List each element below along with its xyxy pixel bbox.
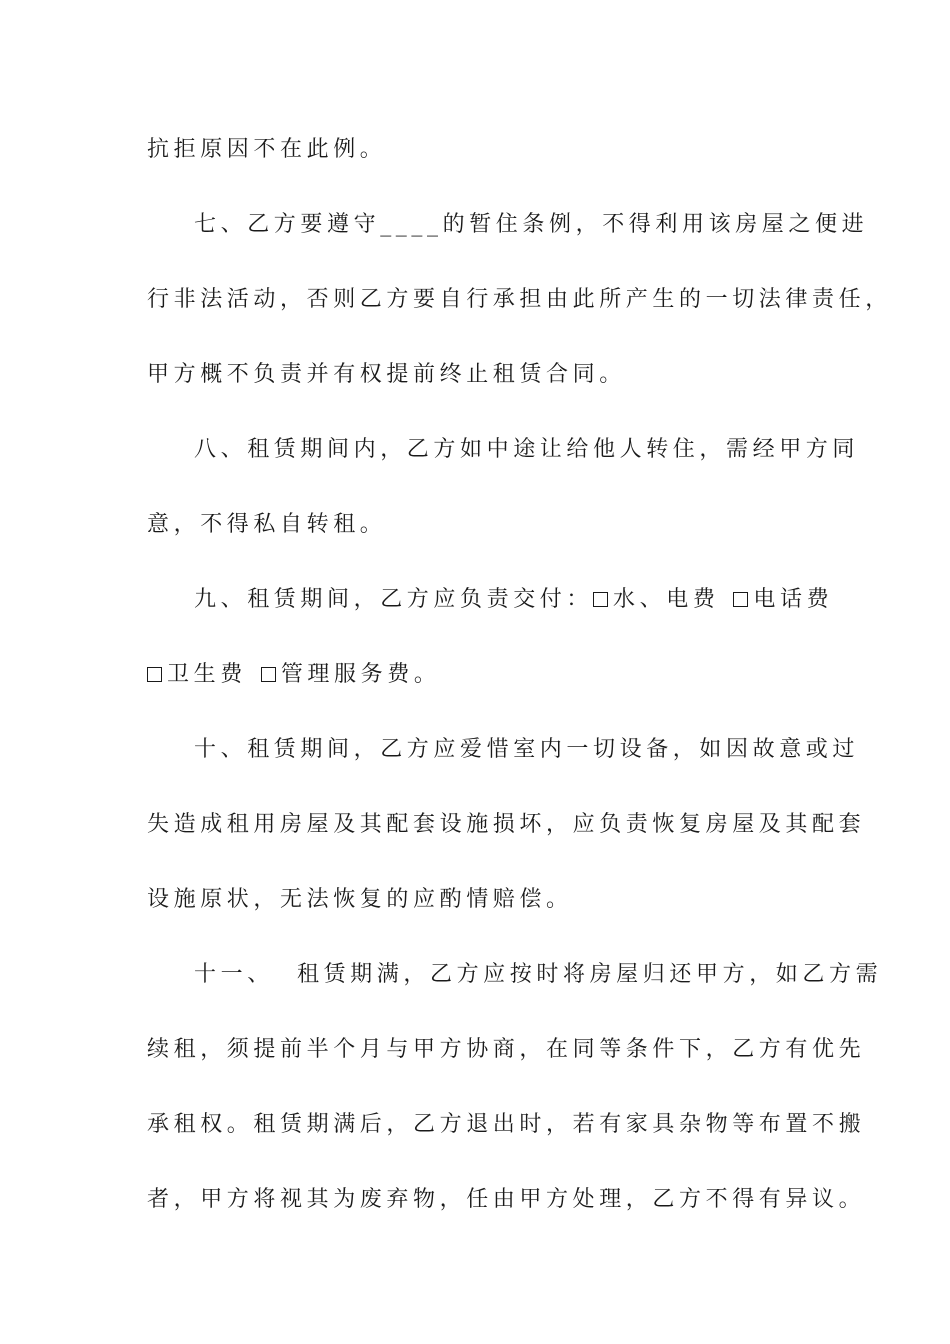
text-line: 十一、 租赁期满，乙方应按时将房屋归还甲方，如乙方需 xyxy=(194,962,883,987)
fee-option-label: 电话费 xyxy=(753,587,834,612)
checkbox-water-electric[interactable] xyxy=(593,592,608,607)
text-line: 设施原状，无法恢复的应酌情赔偿。 xyxy=(147,887,573,912)
text-line: 失造成租用房屋及其配套设施损坏，应负责恢复房屋及其配套 xyxy=(147,812,866,837)
fee-clause-line xyxy=(194,585,833,615)
text-line: 承租权。租赁期满后，乙方退出时，若有家具杂物等布置不搬 xyxy=(147,1112,866,1137)
text-line: 八、租赁期间内，乙方如中途让给他人转住，需经甲方同 xyxy=(194,437,860,462)
text-line: 行非法活动，否则乙方要自行承担由此所产生的一切法律责任， xyxy=(147,287,892,312)
fee-option-label: 卫生费 xyxy=(167,662,247,687)
text-line: 七、乙方要遵守____的暂住条例，不得利用该房屋之便进 xyxy=(194,212,869,237)
checkbox-telephone[interactable] xyxy=(733,592,748,607)
fee-options-line xyxy=(147,660,440,690)
fee-option-label: 管理服务费。 xyxy=(280,662,441,687)
checkbox-management[interactable] xyxy=(261,667,276,682)
text-line: 意，不得私自转租。 xyxy=(147,512,387,537)
text-line: 者，甲方将视其为废弃物，任由甲方处理，乙方不得有异议。 xyxy=(147,1187,866,1212)
text-line: 十、租赁期间，乙方应爱惜室内一切设备，如因故意或过 xyxy=(194,737,860,762)
fee-clause-text: 九、租赁期间，乙方应负责交付： xyxy=(194,587,594,612)
checkbox-sanitation[interactable] xyxy=(147,667,162,682)
text-line: 续租，须提前半个月与甲方协商，在同等条件下，乙方有优先 xyxy=(147,1037,866,1062)
text-line: 抗拒原因不在此例。 xyxy=(147,137,387,162)
fee-option-label: 水、电费 xyxy=(613,587,720,612)
text-line: 甲方概不负责并有权提前终止租赁合同。 xyxy=(147,362,626,387)
